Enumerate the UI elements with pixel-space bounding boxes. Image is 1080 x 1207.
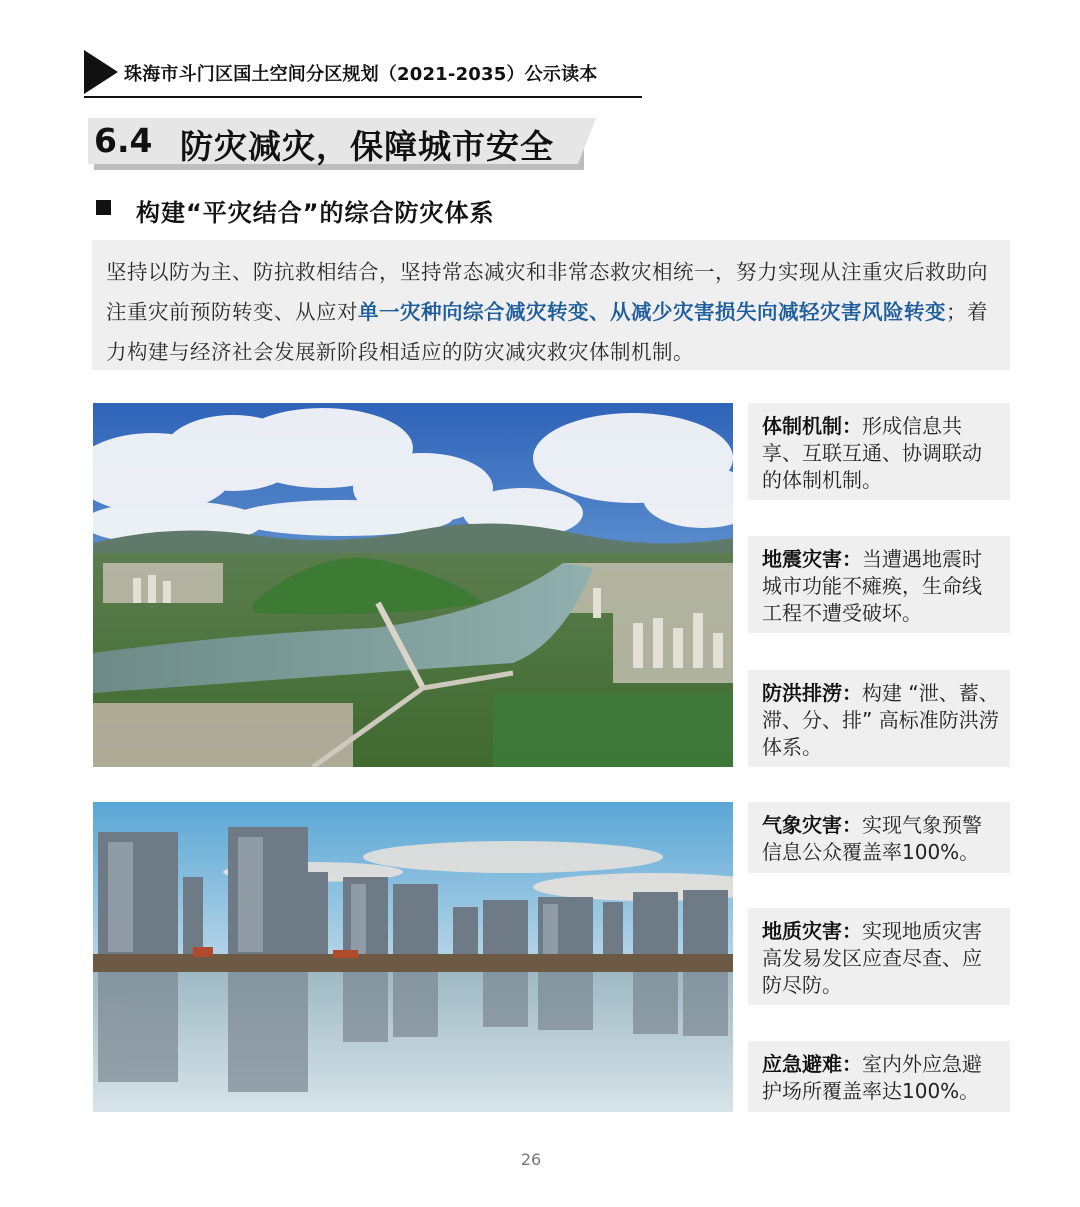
card-label: 地质灾害：: [762, 919, 862, 943]
intro-text-part1: 坚持以防为主、防抗救相结合，坚持常态减灾和非常态救灾相统一，努力实现从注重灾后救助向注重灾前预防转变、从应对: [106, 260, 988, 324]
card-label: 体制机制：: [762, 414, 862, 438]
card-label: 气象灾害：: [762, 813, 862, 837]
card-text: 当遭遇地震时城市功能不瘫痪，生命线工程不遭受破坏。: [762, 547, 982, 625]
card-text: 室内外应急避护场所覆盖率达100%。: [762, 1052, 982, 1103]
aerial-river-city-photo: [93, 403, 733, 767]
square-bullet-icon: [96, 200, 111, 215]
intro-highlight: 单一灾种向综合减灾转变、从减少灾害损失向减轻灾害风险转变: [358, 300, 946, 324]
card-text: 构建 “泄、蓄、滞、分、排” 高标准防洪涝体系。: [762, 681, 999, 759]
page-number: 26: [520, 1150, 542, 1169]
section-title: 防灾减灾，保障城市安全: [180, 127, 554, 166]
document-title: 珠海市斗门区国土空间分区规划（2021-2035）公示读本: [124, 64, 598, 85]
intro-paragraph: [106, 252, 1002, 372]
card-text: 实现气象预警信息公众覆盖率100%。: [762, 813, 982, 864]
card-emergency-shelter: [748, 1041, 1010, 1112]
card-institutional-mechanism: [748, 403, 1010, 500]
card-label: 应急避难：: [762, 1052, 862, 1076]
header-divider: [84, 96, 642, 98]
card-flood-control: [748, 670, 1010, 767]
card-text: 实现地质灾害高发易发区应查尽查、应防尽防。: [762, 919, 982, 997]
card-label: 地震灾害：: [762, 547, 862, 571]
header-triangle-icon: [84, 50, 118, 94]
card-earthquake-disaster: [748, 536, 1010, 633]
subheading: 构建“平灾结合”的综合防灾体系: [136, 199, 495, 227]
card-meteorological-disaster: [748, 802, 1010, 873]
section-number: 6.4: [94, 121, 153, 160]
card-geological-disaster: [748, 908, 1010, 1005]
intro-text-part2: ；着力构建与经济社会发展新阶段相适应的防灾减灾救灾体制机制。: [106, 300, 988, 364]
waterfront-skyline-photo: [93, 802, 733, 1112]
card-label: 防洪排涝：: [762, 681, 862, 705]
card-text: 形成信息共享、互联互通、协调联动的体制机制。: [762, 414, 982, 492]
